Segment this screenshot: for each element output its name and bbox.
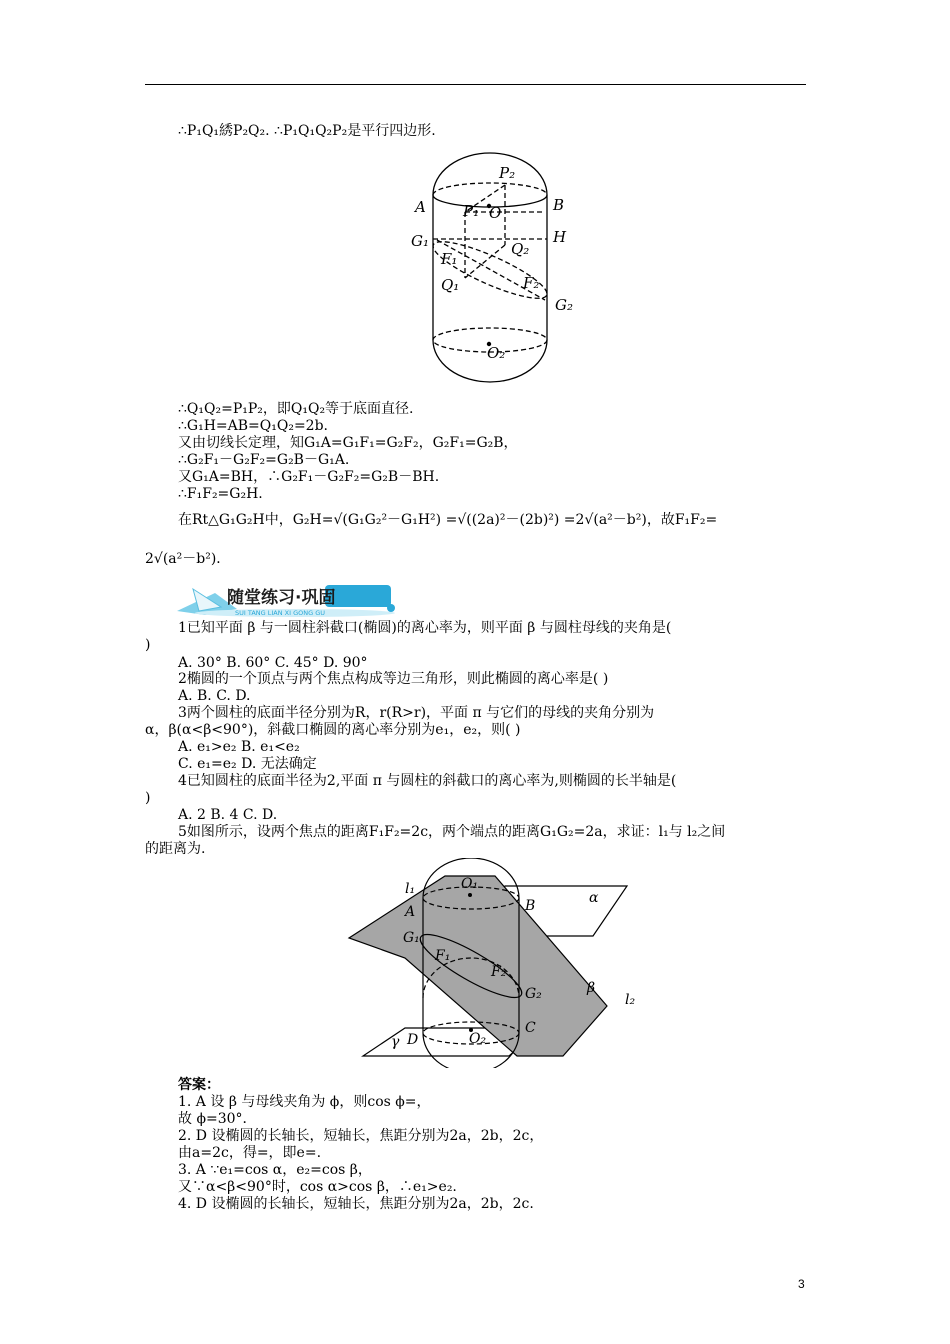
label-P1: P₁: [463, 202, 480, 220]
answer-1: 1. A 设 β 与母线夹角为 ϕ，则cos ϕ=，: [178, 1094, 431, 1110]
label-G2: G₂: [525, 986, 542, 1002]
text-line: ∴F₁F₂=G₂H.: [178, 486, 263, 502]
answer-1-cont: 故 ϕ=30°．: [178, 1111, 257, 1127]
label-Q1: Q₁: [441, 276, 460, 294]
section-banner: [175, 581, 400, 619]
question-3-options: C. e₁=e₂ D. 无法确定: [178, 756, 317, 772]
question-4: 4已知圆柱的底面半径为2,平面 π 与圆柱的斜截口的离心率为,则椭圆的长半轴是(: [178, 773, 677, 789]
question-5-cont: 的距离为.: [145, 841, 206, 857]
label-B: B: [525, 898, 536, 914]
label-G1: G₁: [403, 930, 420, 946]
text-line: 又由切线长定理，知G₁A=G₁F₁=G₂F₂，G₂F₁=G₂B，: [178, 435, 518, 451]
question-5: 5如图所示，设两个焦点的距离F₁F₂=2c，两个端点的距离G₁G₂=2a，求证：l₁与 l₂之间: [178, 824, 726, 840]
page-number: 3: [798, 1277, 805, 1291]
text-line: ∴Q₁Q₂=P₁P₂，即Q₁Q₂等于底面直径.: [178, 401, 414, 417]
header-rule: [145, 84, 806, 85]
label-B: B: [553, 196, 565, 214]
label-gamma: γ: [391, 1034, 400, 1050]
cylinder-plane-figure-2: [345, 858, 645, 1068]
label-F1: F₁: [441, 250, 458, 268]
label-A: A: [415, 198, 426, 216]
question-2-options: A. B. C. D.: [178, 688, 251, 704]
label-Q2: Q₂: [511, 240, 530, 258]
label-F1: F₁: [435, 948, 451, 964]
question-3: 3两个圆柱的底面半径分别为R，r(R>r)，平面 π 与它们的母线的夹角分别为: [178, 705, 655, 721]
label-beta: β: [587, 980, 596, 996]
answer-4: 4. D 设椭圆的长轴长，短轴长，焦距分别为2a，2b，2c.: [178, 1196, 534, 1212]
text-line: ∴P₁Q₁綉P₂Q₂. ∴P₁Q₁Q₂P₂是平行四边形.: [178, 123, 436, 139]
formula-line: 在Rt△G₁G₂H中，G₂H=√(G₁G₂²－G₁H²) =√((2a)²－(2b)²) =2√(a²－b²)，故F₁F₂=: [178, 512, 718, 528]
answer-3: 3. A ∵e₁=cos α，e₂=cos β，: [178, 1162, 372, 1178]
answer-3-cont: 又∵α<β<90°时，cos α>cos β，∴e₁>e₂.: [178, 1179, 457, 1195]
label-H: H: [553, 228, 567, 246]
banner-title: 随堂练习·巩固: [227, 588, 336, 608]
label-O2: O₂: [469, 1031, 487, 1047]
label-O1: O₁: [461, 876, 479, 892]
banner-pinyin: SUI TANG LIAN XI GONG GU: [235, 609, 326, 617]
label-l1: l₁: [405, 881, 416, 897]
label-P2: P₂: [499, 164, 516, 182]
answers-heading: 答案：: [178, 1077, 220, 1093]
question-3-cont: α，β(α<β<90°)，斜截口椭圆的离心率分别为e₁，e₂，则( ): [145, 722, 521, 738]
answer-2-cont: 由a=2c，得=，即e=.: [178, 1145, 322, 1161]
text-line: ∴G₂F₁－G₂F₂=G₂B－G₁A.: [178, 452, 350, 468]
formula-line: 2√(a²－b²)．: [145, 551, 231, 567]
label-O2: O₂: [487, 344, 506, 362]
question-4-options: A. 2 B. 4 C. D.: [178, 807, 278, 823]
answer-2: 2. D 设椭圆的长轴长，短轴长，焦距分别为2a，2b，2c，: [178, 1128, 544, 1144]
label-alpha: α: [589, 890, 599, 906]
label-l2: l₂: [625, 992, 636, 1008]
label-G2: G₂: [555, 296, 573, 314]
question-1: 1已知平面 β 与一圆柱斜截口(椭圆)的离心率为，则平面 β 与圆柱母线的夹角是(: [178, 620, 672, 636]
text-line: ∴G₁H=AB=Q₁Q₂=2b.: [178, 418, 329, 434]
question-1-options: A. 30° B. 60° C. 45° D. 90°: [178, 655, 368, 671]
label-G1: G₁: [411, 232, 429, 250]
question-1-cont: ): [145, 637, 151, 653]
label-F2: F₂: [523, 274, 540, 292]
question-3-options: A. e₁>e₂ B. e₁<e₂: [178, 739, 300, 755]
label-O: O: [489, 204, 502, 222]
label-C: C: [525, 1020, 536, 1036]
label-D: D: [407, 1032, 419, 1048]
label-A: A: [405, 904, 416, 920]
cylinder-figure-1: [405, 150, 595, 400]
question-4-cont: ): [145, 790, 151, 806]
text-line: 又G₁A=BH，∴G₂F₁－G₂F₂=G₂B－BH.: [178, 469, 440, 485]
question-2: 2椭圆的一个顶点与两个焦点构成等边三角形，则此椭圆的离心率是( ): [178, 671, 609, 687]
label-F2: F₂: [491, 964, 507, 980]
